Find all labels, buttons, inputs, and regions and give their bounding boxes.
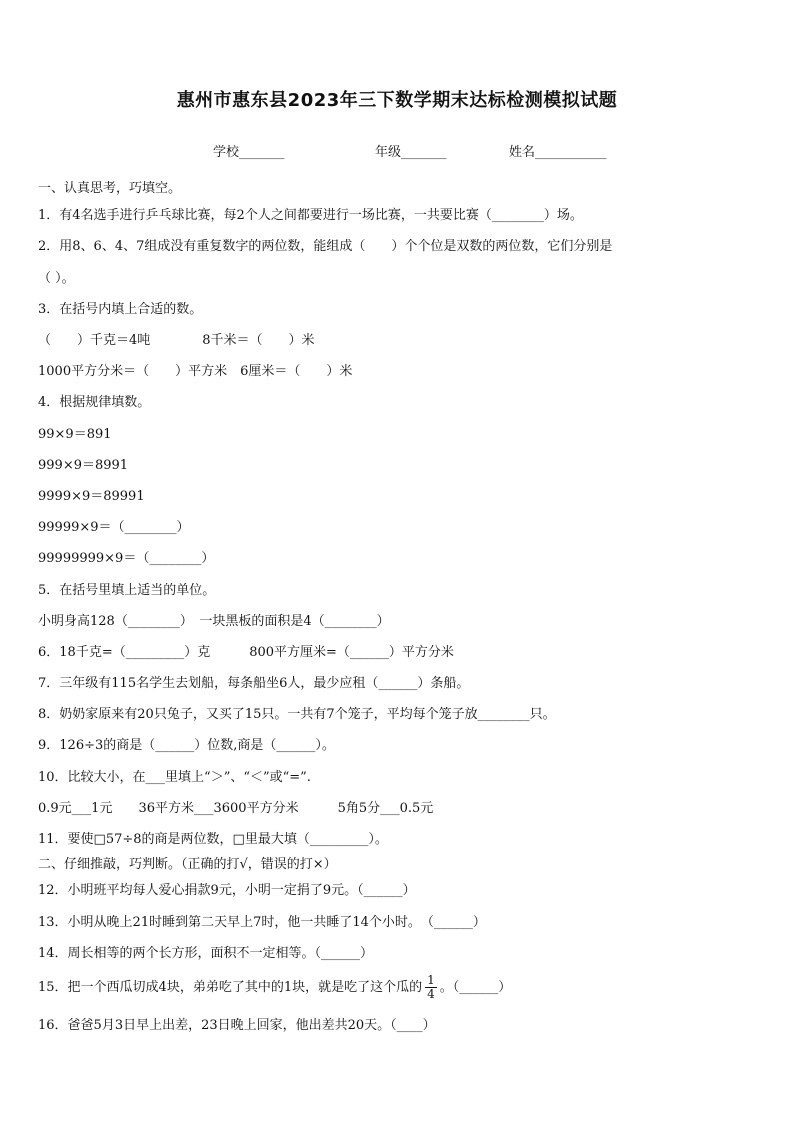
section-heading-fill: 一、认真思考，巧填空。 (38, 181, 182, 196)
question-5: 5．在括号里填上适当的单位。 (38, 583, 216, 598)
fraction-numerator: 1 (427, 973, 435, 987)
question-10: 10．比较大小，在___里填上“＞”、“＜”或“=”. (38, 770, 311, 785)
question-4-row-1: 99×9＝891 (38, 427, 112, 442)
question-12: 12．小明班平均每人爱心捐款9元，小明一定捐了9元。（______） (38, 883, 416, 898)
question-8: 8．奶奶家原来有20只兔子，又买了15只。一共有7个笼子，平均每个笼子放________只。 (38, 707, 556, 722)
question-2-answer-line: （ ）。 (38, 271, 75, 286)
question-13: 13．小明从晚上21时睡到第二天早上7时，他一共睡了14个小时。 （______） (38, 915, 486, 930)
fraction-one-quarter (425, 974, 437, 1001)
question-11: 11．要使□57÷8的商是两位数，□里最大填（_________）。 (38, 832, 388, 847)
question-4: 4．根据规律填数。 (38, 395, 151, 410)
question-5-row-1: 小明身高128（________） 一块黑板的面积是4（________） (38, 614, 390, 629)
school-field[interactable]: 学校_______ (213, 145, 285, 160)
question-15 (38, 974, 511, 1001)
question-9: 9．126÷3的商是（______）位数,商是（______）。 (38, 738, 335, 753)
name-field[interactable]: 姓名___________ (509, 145, 607, 160)
fraction-denominator: 4 (427, 987, 435, 1001)
question-4-row-2: 999×9＝8991 (38, 458, 129, 473)
question-2: 2．用8、6、4、7组成没有重复数字的两位数，能组成（ ）个个位是双数的两位数，它们分别是 (38, 239, 613, 254)
grade-field[interactable]: 年级_______ (375, 145, 447, 160)
question-4-row-5: 99999999×9＝（________） (38, 551, 215, 566)
question-3: 3．在括号内填上合适的数。 (38, 302, 203, 317)
question-16: 16．爸爸5月3日早上出差，23日晚上回家，他出差共20天。（____） (38, 1018, 436, 1033)
question-14: 14．周长相等的两个长方形，面积不一定相等。（______） (38, 946, 374, 961)
question-4-row-3: 9999×9＝89991 (38, 489, 145, 504)
question-3-row-1: （ ）千克＝4吨 8千米＝（ ）米 (38, 333, 315, 348)
page-title: 惠州市惠东县2023年三下数学期末达标检测模拟试题 (176, 90, 618, 111)
question-7: 7．三年级有115名学生去划船，每条船坐6人，最少应租（______）条船。 (38, 676, 470, 691)
question-3-row-2: 1000平方分米＝（ ）平方米 6厘米＝（ ）米 (38, 364, 353, 379)
question-1: 1．有4名选手进行乒乓球比赛，每2个人之间都要进行一场比赛，一共要比赛（________）场。 (38, 208, 583, 223)
question-15-text: 15．把一个西瓜切成4块，弟弟吃了其中的1块，就是吃了这个瓜的 (38, 980, 423, 995)
question-10-row-1: 0.9元___1元 36平方米___3600平方分米 5角5分___0.5元 (38, 801, 434, 816)
question-15-answer: 。（______） (439, 980, 512, 995)
question-6: 6．18千克=（_________）克 800平方厘米=（______）平方分米 (38, 645, 454, 660)
section-heading-judge: 二、仔细推敲，巧判断。（正确的打√，错误的打×） (38, 857, 337, 872)
question-4-row-4: 99999×9＝（________） (38, 520, 190, 535)
